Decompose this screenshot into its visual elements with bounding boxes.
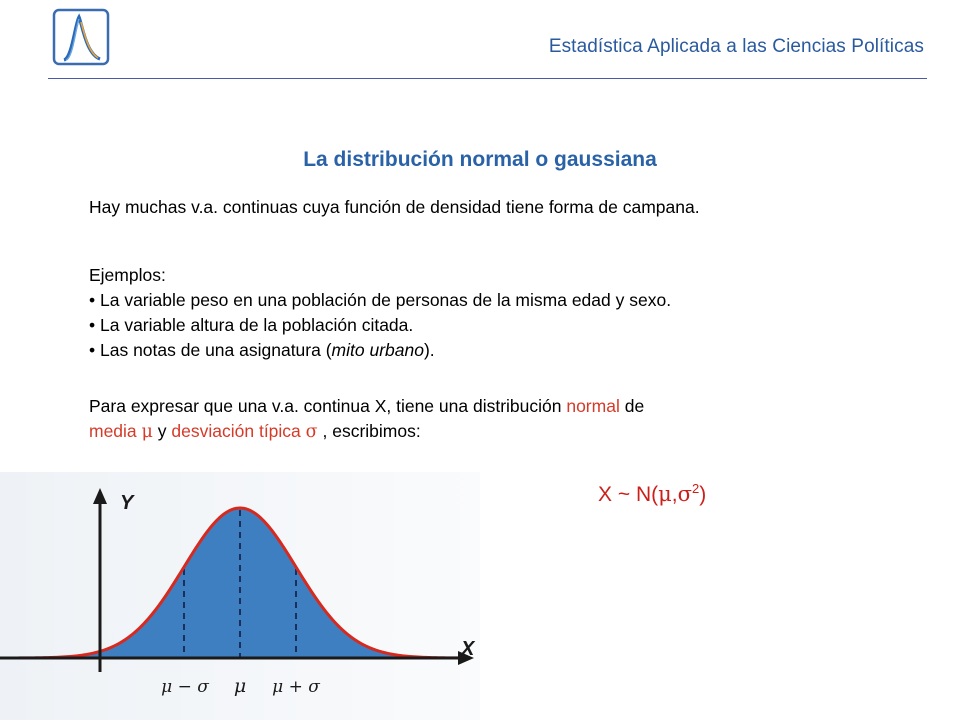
formula-exponent: 2 xyxy=(691,481,700,496)
header-divider xyxy=(48,78,927,79)
expr-text: y xyxy=(152,421,172,441)
normal-formula xyxy=(598,481,706,507)
expr-normal: normal xyxy=(566,396,620,416)
tick-label-mu-plus-sigma: μ + σ xyxy=(272,677,320,697)
expr-text: Para expresar que una v.a. continua X, tiene una distribución xyxy=(89,396,567,416)
gaussian-logo-icon xyxy=(52,8,110,66)
expr-text: de xyxy=(619,396,645,416)
example-italic: mito urbano xyxy=(331,340,424,360)
examples-label: Ejemplos: xyxy=(89,265,166,285)
course-title: Estadística Aplicada a las Ciencias Políticas xyxy=(548,36,924,57)
formula-mu: μ xyxy=(658,482,672,506)
formula-comma: , xyxy=(671,483,678,506)
tick-label-mu: μ xyxy=(233,675,247,697)
intro-paragraph: Hay muchas v.a. continuas cuya función de densidad tiene forma de campana. xyxy=(89,197,700,217)
expression-paragraph xyxy=(89,394,869,445)
example-text: • Las notas de una asignatura ( xyxy=(89,340,332,360)
formula-lhs: X ~ N( xyxy=(598,483,659,506)
example-item xyxy=(89,338,869,363)
expr-desviacion: desviación típica xyxy=(171,421,301,441)
expr-end: , escribimos: xyxy=(322,421,421,441)
slide-title: La distribución normal o gaussiana xyxy=(303,148,657,171)
y-axis-label: Y xyxy=(120,492,134,514)
expr-sigma-symbol: σ xyxy=(305,422,318,442)
example-item: • La variable altura de la población citada. xyxy=(89,315,414,335)
x-axis-label: X xyxy=(461,638,475,660)
tick-label-mu-minus-sigma: μ − σ xyxy=(161,677,209,697)
examples-block xyxy=(89,263,869,363)
formula-sigma: σ xyxy=(677,482,692,506)
formula-close: ) xyxy=(699,483,707,506)
expr-mu-symbol: μ xyxy=(141,422,153,442)
normal-curve-figure xyxy=(0,472,480,720)
example-end: ). xyxy=(423,340,435,360)
expr-media: media xyxy=(89,421,137,441)
example-item: • La variable peso en una población de personas de la misma edad y sexo. xyxy=(89,290,672,310)
